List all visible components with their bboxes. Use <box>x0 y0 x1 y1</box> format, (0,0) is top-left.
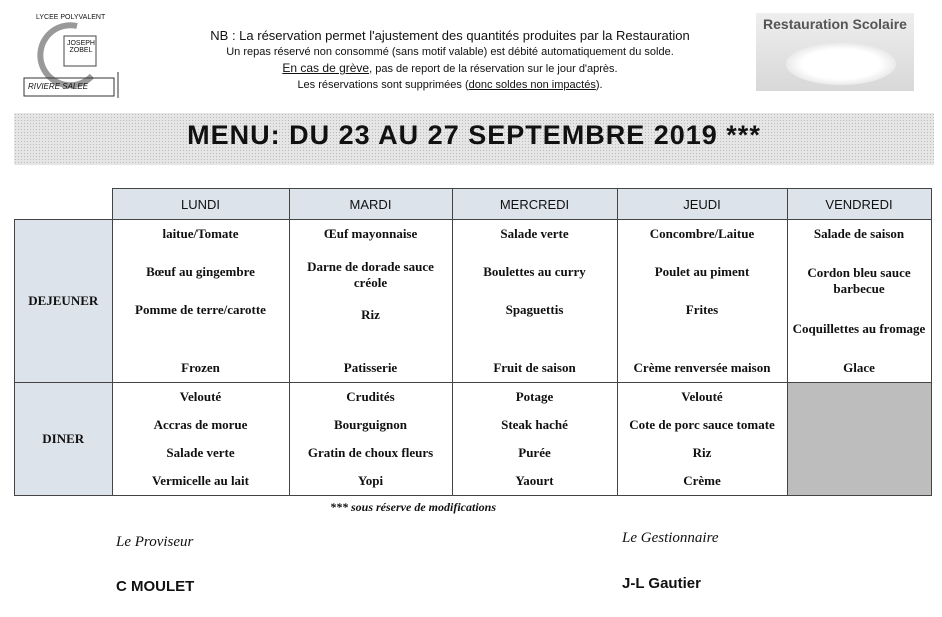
signature-role: Le Proviseur <box>116 534 194 550</box>
dish: Cordon bleu sauce barbecue <box>807 265 911 297</box>
dish: Glace <box>843 359 875 375</box>
dish: Fruit de saison <box>493 360 576 375</box>
notice-underlined: donc soldes non impactés <box>468 79 596 91</box>
day-header: JEUDI <box>617 189 787 220</box>
dish: Crème renversée maison <box>633 360 771 375</box>
signature-role: Le Gestionnaire <box>622 530 719 546</box>
dish: Yopi <box>357 473 384 488</box>
dish: Salade verte <box>500 226 569 241</box>
page-title: MENU: DU 23 AU 27 SEPTEMBRE 2019 *** <box>187 120 761 150</box>
dish: Steak haché <box>501 417 568 432</box>
notice-line: NB : La réservation permet l'ajustement des quantités produites par la Restauration <box>210 28 690 43</box>
dish: Purée <box>518 445 551 460</box>
dish: Patisserie <box>343 359 398 375</box>
dish: Accras de morue <box>153 417 248 432</box>
dish: Bœuf au gingembre <box>146 264 255 279</box>
dish: Gratin de choux fleurs <box>307 445 434 460</box>
dish: Potage <box>515 389 554 404</box>
school-logo <box>22 14 122 100</box>
notice-underlined: En cas de grève <box>282 61 370 75</box>
day-header: MERCREDI <box>452 189 617 220</box>
day-header: MARDI <box>289 189 452 220</box>
plate-icon <box>786 43 896 85</box>
dish: Salade verte <box>166 445 235 460</box>
dish: Crudités <box>346 389 395 404</box>
row-header: DEJEUNER <box>15 220 113 383</box>
reservation-notice <box>180 28 720 93</box>
notice-line: Un repas réservé non consommé (sans motif valable) est débité automatiquement du solde. <box>226 46 674 58</box>
table-row <box>15 220 932 383</box>
dish: Frites <box>685 302 719 317</box>
dish: Œuf mayonnaise <box>323 226 418 241</box>
notice-text: Les réservations sont supprimées ( <box>297 79 469 91</box>
signature-name: C MOULET <box>116 578 195 595</box>
restauration-badge <box>756 13 914 91</box>
dish: Pomme de terre/carotte <box>135 302 266 317</box>
dish: Frozen <box>181 360 220 375</box>
dish: Poulet au piment <box>654 264 750 279</box>
dish: Crème <box>683 473 721 488</box>
notice-line <box>180 60 720 77</box>
dish: Salade de saison <box>813 226 905 241</box>
dish: Riz <box>361 307 380 323</box>
logo-text-bottom: RIVIERE SALEE <box>28 82 89 91</box>
dish: Cote de porc sauce tomate <box>629 417 775 432</box>
dish: Bourguignon <box>334 417 407 432</box>
notice-line <box>180 77 720 93</box>
logo-text-top: LYCEE POLYVALENT <box>36 14 106 21</box>
footnote: *** sous réserve de modifications <box>330 500 496 514</box>
signature-name: J-L Gautier <box>622 575 701 592</box>
header-row <box>15 189 932 220</box>
notice-text: , pas de report de la réservation sur le jour d'après. <box>369 63 618 75</box>
menu-table <box>14 188 932 496</box>
notice-text: ). <box>595 79 603 91</box>
logo-text-center: JOSEPH ZOBEL <box>66 40 95 54</box>
empty-cell <box>787 383 931 496</box>
badge-title: Restauration Scolaire <box>763 16 907 32</box>
dish: laitue/Tomate <box>162 226 239 241</box>
dish: Spaguettis <box>505 302 564 317</box>
dish: Darne de dorade sauce créole <box>307 258 434 290</box>
dish: Coquillettes au fromage <box>792 320 926 336</box>
day-header: LUNDI <box>112 189 289 220</box>
table-row <box>15 383 932 496</box>
dish: Boulettes au curry <box>483 264 586 279</box>
dish: Concombre/Laitue <box>649 226 755 241</box>
row-header: DINER <box>15 383 113 496</box>
dish: Yaourt <box>515 473 554 488</box>
dish: Vermicelle au lait <box>152 473 249 488</box>
dish: Riz <box>692 445 712 460</box>
day-header: VENDREDI <box>787 189 931 220</box>
corner-cell <box>15 189 113 220</box>
dish: Velouté <box>179 389 222 404</box>
dish: Velouté <box>681 389 723 404</box>
